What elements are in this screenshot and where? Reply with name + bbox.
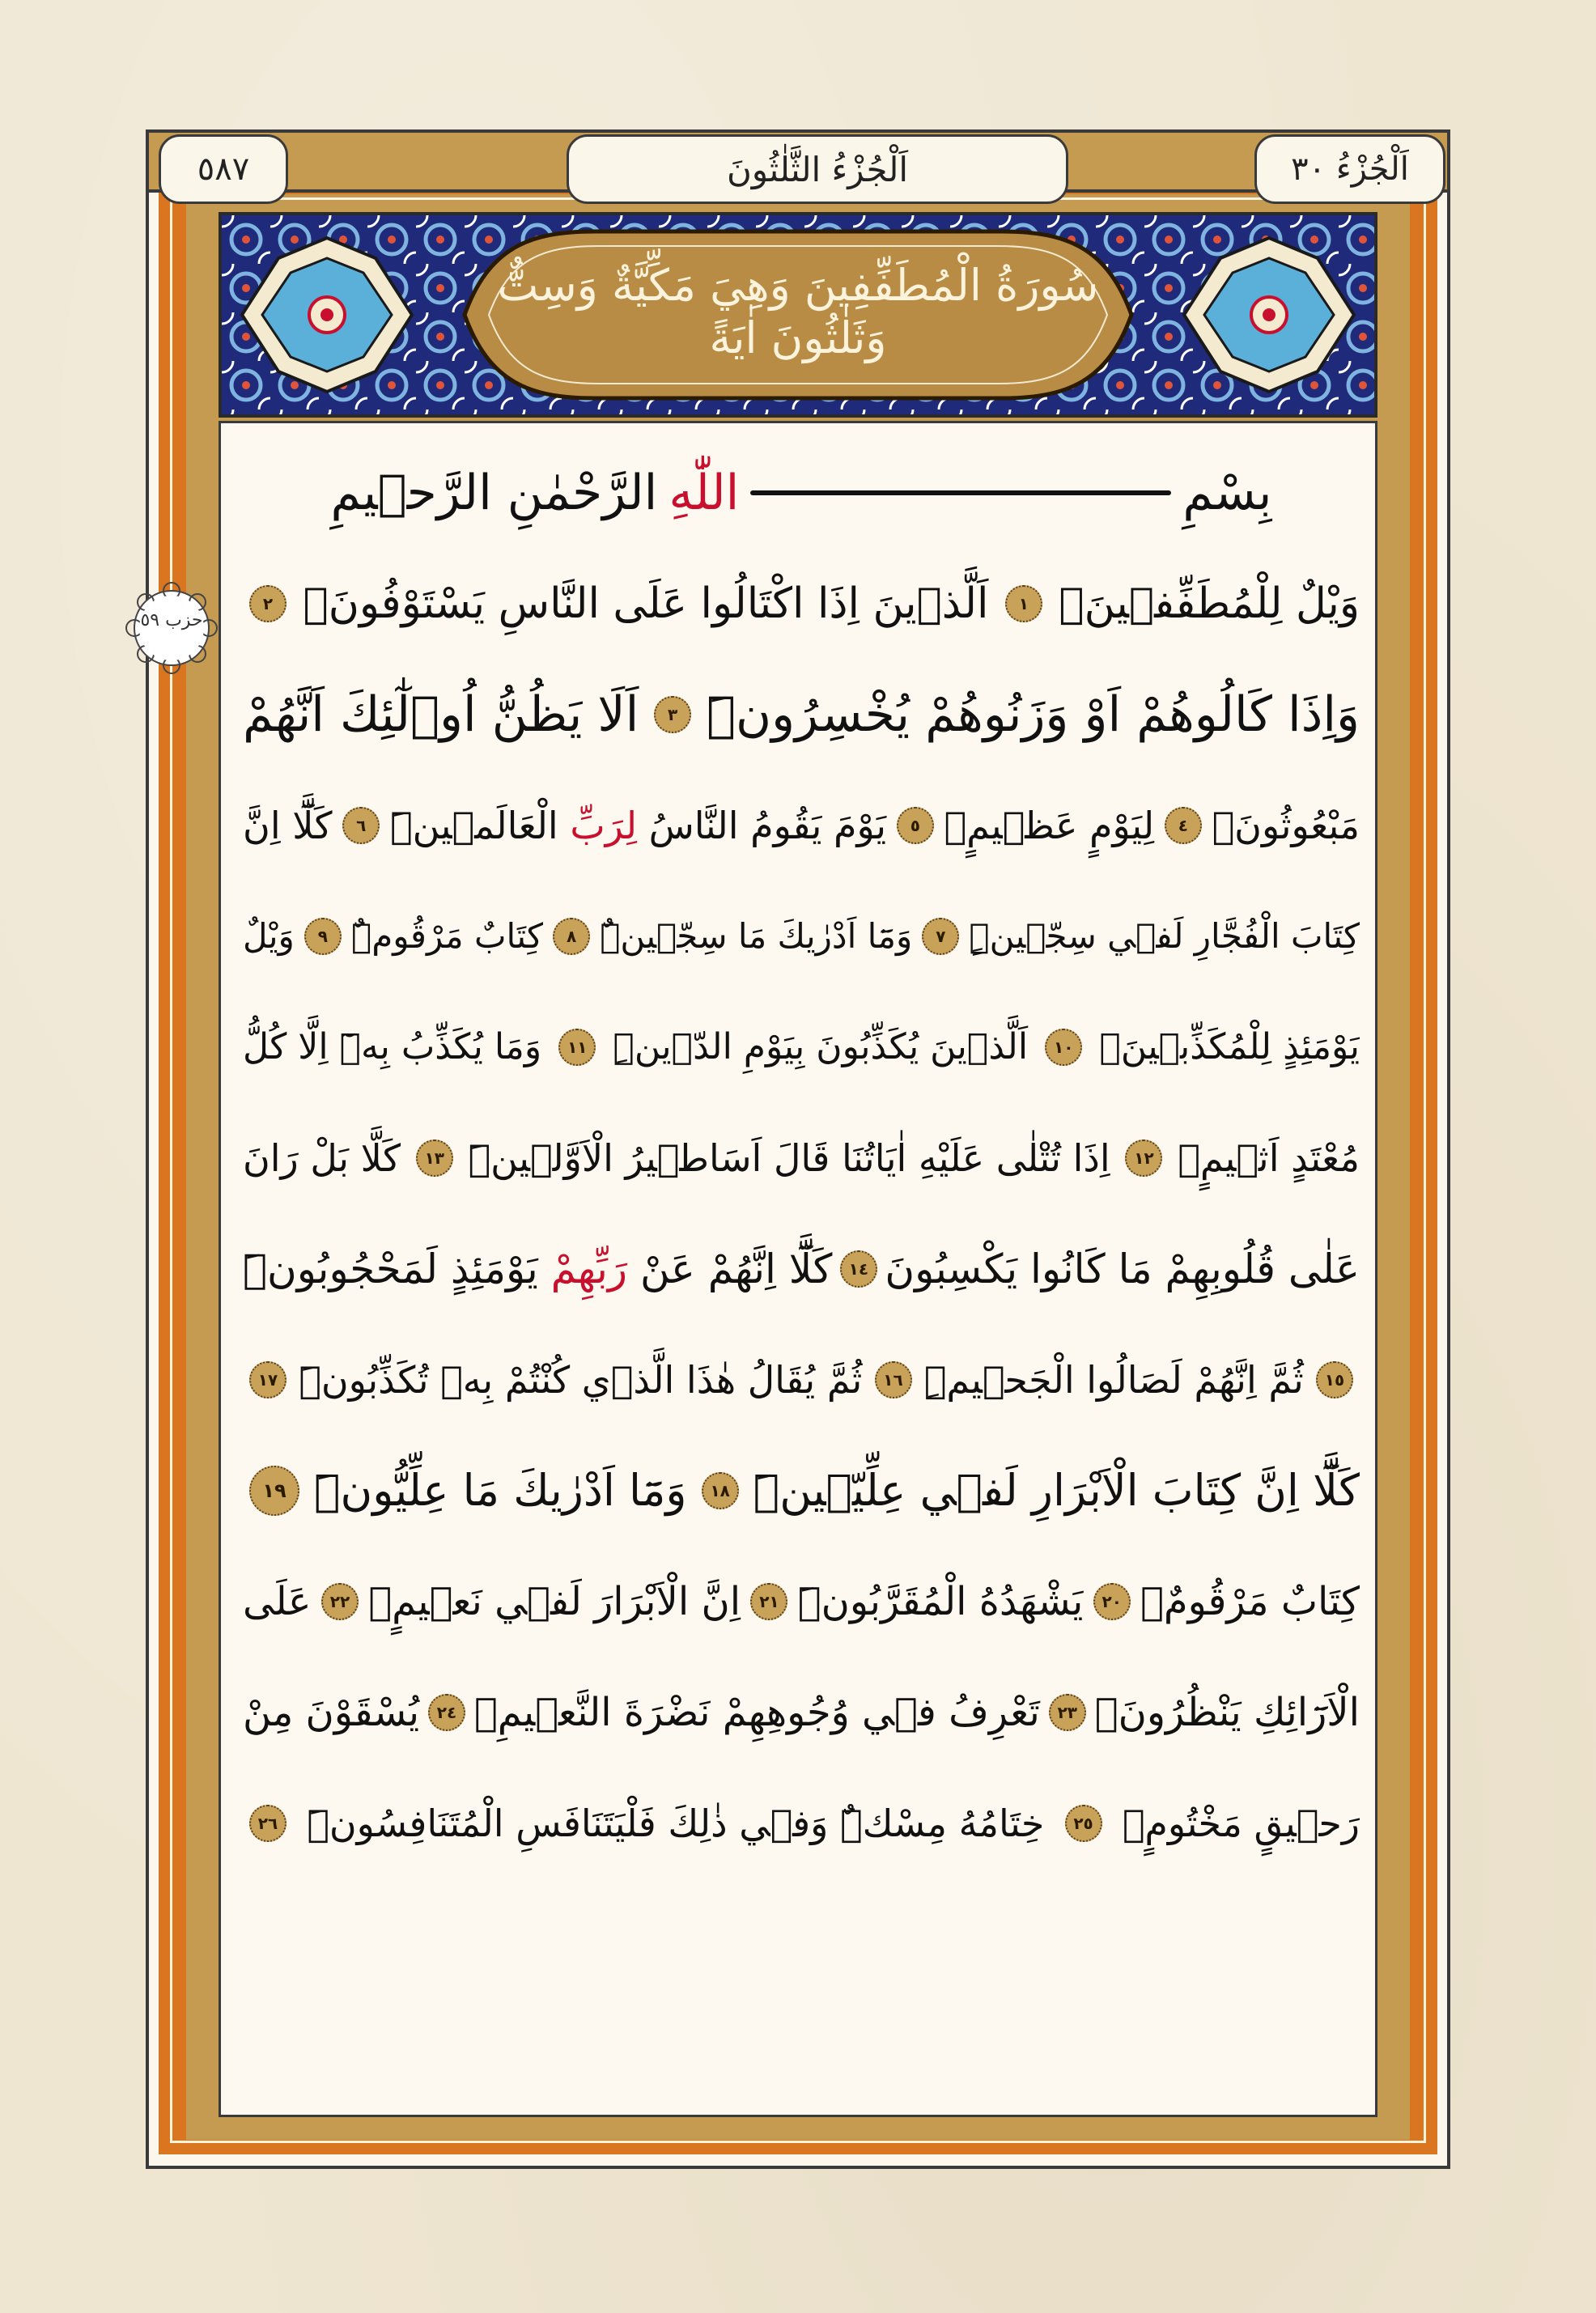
verse-text <box>243 1246 832 1292</box>
verse-number: ٢٦ <box>249 1805 287 1842</box>
verse-number: ١٧ <box>249 1361 287 1398</box>
verse-number: ١ <box>1005 585 1042 622</box>
verse-line-10 <box>243 1546 1360 1657</box>
verse-text-part: يَوْمَئِذٍ لَمَحْجُوبُونَۜ <box>243 1245 538 1292</box>
verse-text: الْاَرَٓائِكِ يَنْظُرُونَۙ <box>1094 1689 1360 1735</box>
juz-title: اَلْجُزْءُ الثَّلٰثُونَ <box>726 149 909 189</box>
verse-text: مُعْتَدٍ اَث۪يمٍۙ <box>1178 1135 1360 1180</box>
verse-number: ٢٠ <box>1093 1583 1131 1620</box>
verse-number: ٢٣ <box>1049 1694 1086 1731</box>
verse-line-3 <box>243 770 1360 881</box>
basmala-bism: بِسْمِ <box>1182 464 1272 521</box>
juz-number: اَلْجُزْءُ ٣٠ <box>1291 151 1409 188</box>
verse-number: ٢٤ <box>428 1694 465 1731</box>
verse-number: ١٣ <box>416 1140 453 1177</box>
verse-line-11 <box>243 1657 1360 1768</box>
verse-text: خِتَامُهُ مِسْكٌۜ وَف۪ي ذٰلِكَ فَلْيَتَنَافَسِ الْمُتَنَافِسُونَۜ <box>307 1801 1045 1845</box>
divine-name: لِرَبِّ <box>570 803 638 847</box>
basmala <box>243 437 1360 548</box>
verse-text: اِذَا تُتْلٰى عَلَيْهِ اٰيَاتُنَا قَالَ اَسَاط۪يرُ الْاَوَّل۪ينَۜ <box>468 1135 1110 1180</box>
basmala-kashida <box>750 490 1171 495</box>
verse-number: ١٥ <box>1316 1361 1353 1398</box>
verse-number: ٥ <box>897 807 934 844</box>
verse-number: ١٦ <box>875 1361 912 1398</box>
verse-text: يَشْهَدُهُ الْمُقَرَّبُونَۜ <box>797 1578 1084 1624</box>
hizb-marker <box>123 579 220 677</box>
verse-text: عَلٰى قُلُوبِهِمْ مَا كَانُوا يَكْسِبُونَ <box>885 1245 1360 1292</box>
verse-text: اَلَّذ۪ينَ اِذَا اكْتَالُوا عَلَى النَّاسِ يَسْتَوْفُونَۘ <box>303 579 989 628</box>
verse-text: كَلَّا بَلْ رَانَ <box>243 1135 401 1180</box>
surah-banner <box>219 212 1377 418</box>
verse-text-part: الْعَالَم۪ينَۜ <box>389 803 558 847</box>
verse-text: رَح۪يقٍ مَخْتُومٍۙ <box>1122 1801 1360 1845</box>
verse-number: ٣ <box>654 696 691 733</box>
juz-title-pill <box>567 134 1068 204</box>
verse-line-8 <box>243 1324 1360 1435</box>
verse-text: كِتَابَ الْفُجَّارِ لَف۪ي سِجّ۪ينٍۜ <box>969 916 1360 956</box>
divine-name: رَبِّهِمْ <box>550 1245 628 1292</box>
page-number-pill <box>159 134 288 204</box>
verse-number: ١١ <box>558 1029 596 1066</box>
verse-number: ٢ <box>249 585 287 622</box>
verse-line-9 <box>243 1435 1360 1546</box>
verse-text: اَلَا يَظُنُّ اُو۬لٰٓئِكَ اَنَّهُمْ <box>243 685 639 743</box>
verse-number: ١٠ <box>1045 1029 1082 1066</box>
verse-text: وَمَا يُكَذِّبُ بِه۪ٓ اِلَّا كُلُّ <box>243 1026 542 1067</box>
page-number: ٥٨٧ <box>197 151 250 188</box>
juz-number-pill <box>1254 134 1445 204</box>
verse-text: وَمَٓا اَدْرٰيكَ مَا عِلِّيُّونَۜ <box>314 1465 687 1516</box>
verse-number: ٦ <box>342 807 380 844</box>
verse-text: كِتَابٌ مَرْقُومٌۜ <box>351 916 544 956</box>
verse-line-5 <box>243 991 1360 1102</box>
verse-text: ثُمَّ اِنَّهُمْ لَصَالُوا الْجَح۪يمِۜ <box>923 1357 1304 1402</box>
verse-line-2 <box>243 659 1360 770</box>
verse-text: يَوْمَئِذٍ لِلْمُكَذِّب۪ينَۙ <box>1099 1026 1360 1067</box>
verse-text <box>390 804 886 847</box>
verse-text: اِنَّ الْاَبْرَارَ لَف۪ي نَع۪يمٍۙ <box>368 1578 741 1624</box>
basmala-allah: اللّٰهِ <box>669 464 740 521</box>
verse-line-1 <box>243 548 1360 659</box>
verse-text: كَلَّٓا اِنَّ <box>243 803 333 847</box>
verse-text: وَيْلٌ لِلْمُطَفِّف۪ينَۙ <box>1059 579 1360 628</box>
verse-text-part: يَوْمَ يَقُومُ النَّاسُ <box>648 803 887 847</box>
verse-number: ١٨ <box>702 1472 739 1509</box>
verse-number: ٤ <box>1165 807 1202 844</box>
verse-number: ٢٢ <box>321 1583 359 1620</box>
verse-line-6 <box>243 1102 1360 1213</box>
verse-text: عَلَى <box>243 1578 312 1624</box>
verse-text: لِيَوْمٍ عَظ۪يمٍۙ <box>944 803 1155 847</box>
verse-line-7 <box>243 1213 1360 1324</box>
verse-text-part: كَلَّٓا اِنَّهُمْ عَنْ <box>639 1245 833 1292</box>
verse-text: وَيْلٌ <box>243 916 295 956</box>
verse-line-12 <box>243 1768 1360 1878</box>
verse-number: ٢٥ <box>1065 1805 1102 1842</box>
verse-text: مَبْعُوثُونَۙ <box>1212 803 1360 847</box>
verse-number: ٨ <box>553 918 590 955</box>
verse-text: ثُمَّ يُقَالُ هٰذَا الَّذ۪ي كُنْتُمْ بِه۪ تُكَذِّبُونَۜ <box>299 1357 863 1402</box>
verse-number: ٩ <box>304 918 342 955</box>
verse-number: ١٤ <box>840 1250 877 1288</box>
verse-text: وَمَٓا اَدْرٰيكَ مَا سِجّ۪ينٌۜ <box>600 916 913 956</box>
basmala-rahman-rahim: الرَّحْمٰنِ الرَّح۪يمِ <box>330 464 658 521</box>
hizb-label: حزب ٥٩ <box>140 610 203 630</box>
verse-text: وَاِذَا كَالُوهُمْ اَوْ وَزَنُوهُمْ يُخْسِرُونَۜ <box>707 685 1360 743</box>
verse-number: ٢١ <box>750 1583 787 1620</box>
verse-text: كِتَابٌ مَرْقُومٌۙ <box>1140 1578 1360 1624</box>
verse-number: ١٩ <box>249 1466 299 1516</box>
verse-line-4 <box>243 881 1360 991</box>
verse-text: يُسْقَوْنَ مِنْ <box>243 1689 420 1735</box>
verse-number: ٧ <box>922 918 959 955</box>
verse-text: تَعْرِفُ ف۪ي وُجُوهِهِمْ نَضْرَةَ النَّع۪يمِۚ <box>473 1689 1040 1735</box>
verse-lines <box>243 437 1360 1878</box>
verse-text: اَلَّذ۪ينَ يُكَذِّبُونَ بِيَوْمِ الدّ۪ينِۜ <box>613 1026 1029 1067</box>
surah-title: سُورَةُ الْمُطَفِّفِينَ وَهِيَ مَكِّيَّةٌ وَسِتٌّ وَثَلٰثُونَ اٰيَةً <box>497 260 1099 363</box>
verse-text: كَلَّٓا اِنَّ كِتَابَ الْاَبْرَارِ لَف۪ي عِلِّيّ۪ينَۜ <box>753 1465 1360 1516</box>
verse-number: ١٢ <box>1125 1140 1162 1177</box>
